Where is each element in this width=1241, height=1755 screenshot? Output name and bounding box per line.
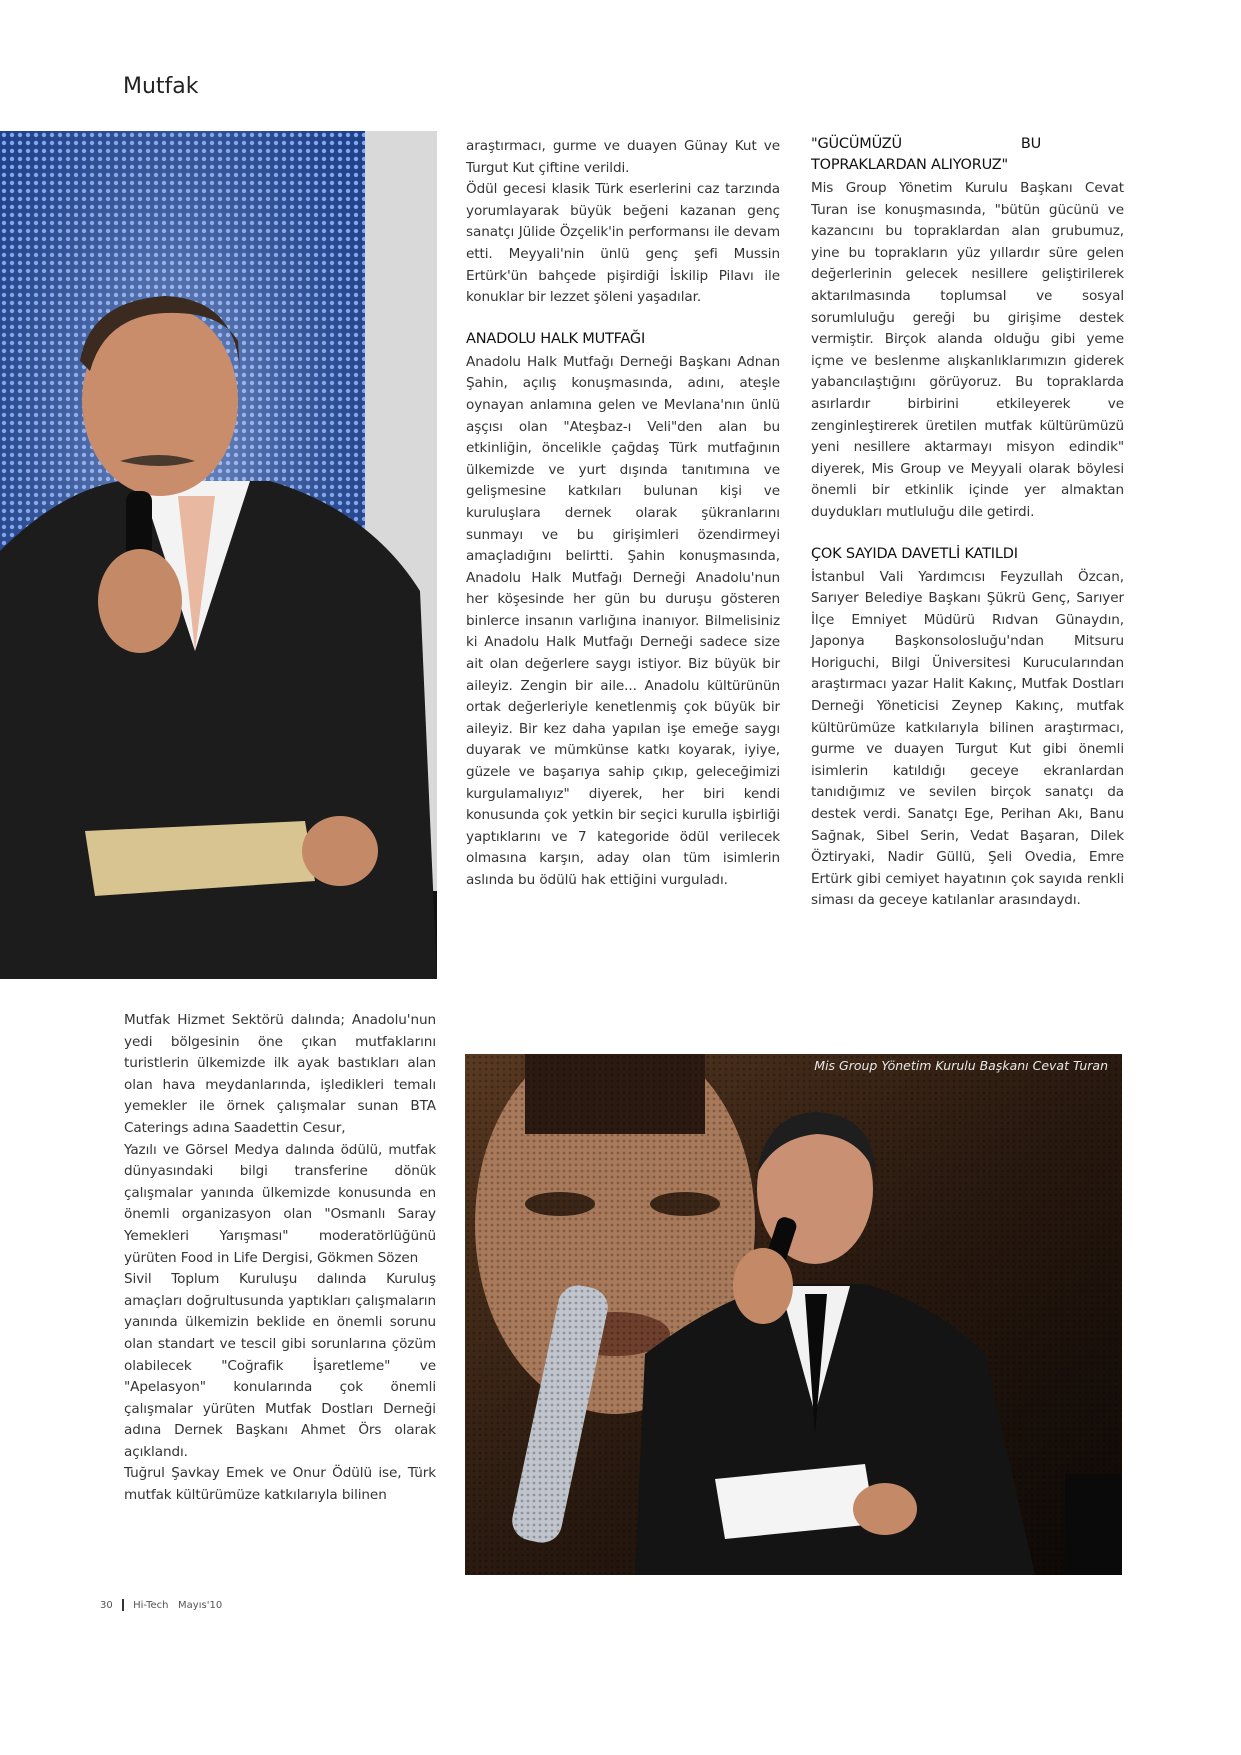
speaker-2-illustration [465, 1054, 1122, 1575]
middle-paragraph-3: Anadolu Halk Mutfağı Derneği Başkanı Adnan Şahin, açılış konuşmasında, adını, ateşle oynayan anlamına gelen ve Mevlana'nın ünlü aşçısı olan "Ateşbaz-ı Veli"den alan bu etkinliğin, öncelikle çağdaş Türk mutfağının ülkemizde ve yurt dışında tanıtımına ve gelişmesine katkıları bulunan kişi ve kuruluşlara dernek olarak şükranlarını sunmayı ve bu girişimleri özendirmeyi amaçladığını belirtti. Şahin konuşmasında, Anadolu Halk Mutfağı Derneği Anadolu'nun her köşesinde her gün bu duruşu gösteren binlerce insanın varlığına inanıyor. Bilmelisiniz ki Anadolu Halk Mutfağı Derneği sadece size ait olan değerlere saygı istiyor. Biz büyük bir aileyiz. Zengin bir aile... Anadolu kültürünün ortak değerleriyle kenetlenmiş çok büyük bir aileyiz. Bir kez daha yapılan işe emeğe saygı duyarak ve mümkünse katkı koyarak, iyiye, güzele ve başarıya sahip çıkıp, geleceğimizi kurgulamalıyız" diyerek, her biri kendi konusunda çok yetkin bir seçici kurulla işbirliği yaptıklarını ve 7 kategoride ödül verilecek olmasına karşın, aday olan tüm isimlerin aslında bu ödülü hak ettiğini vurguladı. [466, 353, 780, 888]
middle-intro: araştırmacı, gurme ve duayen Günay Kut ve Turgut Kut çiftine verildi. [466, 138, 780, 176]
magazine-name: Hi-Tech [133, 1600, 169, 1611]
right-column [811, 134, 1124, 912]
footer-divider [122, 1599, 124, 1611]
heading-gucumuzu: "GÜCÜMÜZÜ BU TOPRAKLARDAN ALIYORUZ" [811, 136, 1041, 173]
left-paragraph-3: Sivil Toplum Kuruluşu dalında Kuruluş amaçları doğrultusunda yaptıkları çalışmaların yanında ülkemizin beklide en önemli sorunu olan standart ve tescil gibi sorunlarına çözüm olabilecek "Coğrafik İşaretleme" ve "Apelasyon" konularında çok önemli çalışmalar yürüten Mutfak Dostları Derneği adına Dernek Başkanı Ahmet Örs olarak açıklandı. [124, 1271, 436, 1460]
left-paragraph-1: Mutfak Hizmet Sektörü dalında; Anadolu'nun yedi bölgesinin öne çıkan mutfaklarını turistlerin ülkemizde ilk ayak bastıkları alan olan hava meydanlarında, işledikleri temalı yemekler ile örnek çalışmalar sunan BTA Caterings adına Saadettin Cesur, [124, 1012, 436, 1136]
photo-caption: Mis Group Yönetim Kurulu Başkanı Cevat Turan [814, 1058, 1108, 1073]
heading-anadolu-halk-mutfagi: ANADOLU HALK MUTFAĞI [466, 330, 646, 347]
issue-date: Mayıs'10 [178, 1600, 223, 1611]
right-paragraph-1: Mis Group Yönetim Kurulu Başkanı Cevat Turan ise konuşmasında, "bütün gücünü ve kazancını bu topraklardan alan grubumuz, yine bu toprakların yüz yıllardır süre gelen değerlerinin gelecek nesillere geliştirilerek aktarılmasında toplumsal ve sosyal sorumluluğu gereği bu girişime destek vermiştir. Birçok alanda olduğu gibi yeme içme ve beslenme alışkanlıklarımızın giderek yabancılaştığını görüyoruz. Bu topraklarda asırlardır birbirini etkileyerek ve zenginleştirerek üretilen mutfak kültürümüzü yeni nesillere aktarmayı misyon edindik" diyerek, Mis Group ve Meyyali olarak böylesi önemli bir etkinlik içinde yer almaktan duydukları mutluluğu dile getirdi. [811, 180, 1124, 520]
left-paragraph-2: Yazılı ve Görsel Medya dalında ödülü, mutfak dünyasındaki bilgi transferine dönük çalışmalar yanında ülkemizde konusunda en önemli organizasyon olan "Osmanlı Saray Yemekleri Yarışması" moderatörlüğünü yürüten Food in Life Dergisi, Gökmen Sözen [124, 1141, 436, 1266]
speaker-photo-1 [0, 131, 437, 979]
middle-column [466, 136, 780, 892]
speaker-photo-2 [465, 1054, 1122, 1575]
page-number: 30 [100, 1600, 113, 1611]
left-paragraph-4: Tuğrul Şavkay Emek ve Onur Ödülü ise, Türk mutfak kültürümüze katkılarıyla bilinen [124, 1465, 436, 1504]
page-footer [100, 1599, 222, 1611]
left-column [124, 1010, 436, 1507]
speaker-1-illustration [0, 131, 437, 979]
middle-paragraph-2: Ödül gecesi klasik Türk eserlerini caz tarzında yorumlayarak büyük beğeni kazanan genç sanatçı Jülide Özçelik'in performansı ile devam etti. Meyyali'nin ünlü genç şefi Mussin Ertürk'ün bahçede pişirdiği İskilip Pilavı ile konuklar bir lezzet şöleni yaşadılar. [466, 181, 780, 306]
section-title: Mutfak [123, 74, 199, 99]
right-paragraph-2: İstanbul Vali Yardımcısı Feyzullah Özcan, Sarıyer Belediye Başkanı Şükrü Genç, Sarıyer İlçe Emniyet Müdürü Rıdvan Günaydın, Japonya Başkonsolosluğu'ndan Mitsuru Horiguchi, Bilgi Üniversitesi Kurucularından araştırmacı yazar Halit Kakınç, Mutfak Dostları Derneği Yöneticisi Zeynep Kakınç, mutfak kültürümüze katkılarıyla bilinen araştırmacı, gurme ve duayen Turgut Kut gibi önemli isimlerin katıldığı geceye ekranlardan tanıdığımız ve sevilen birçok sanatçı da destek verdi. Sanatçı Ege, Perihan Akı, Banu Sağnak, Sibel Serin, Vedat Başaran, Dilek Öztiryaki, Nadir Güllü, Şeli Ovedia, Emre Ertürk gibi cemiyet hayatının çok sayıda renkli siması da geceye katılanlar arasındaydı. [811, 568, 1124, 909]
heading-cok-sayida-davetli: ÇOK SAYIDA DAVETLİ KATILDI [811, 545, 1018, 562]
